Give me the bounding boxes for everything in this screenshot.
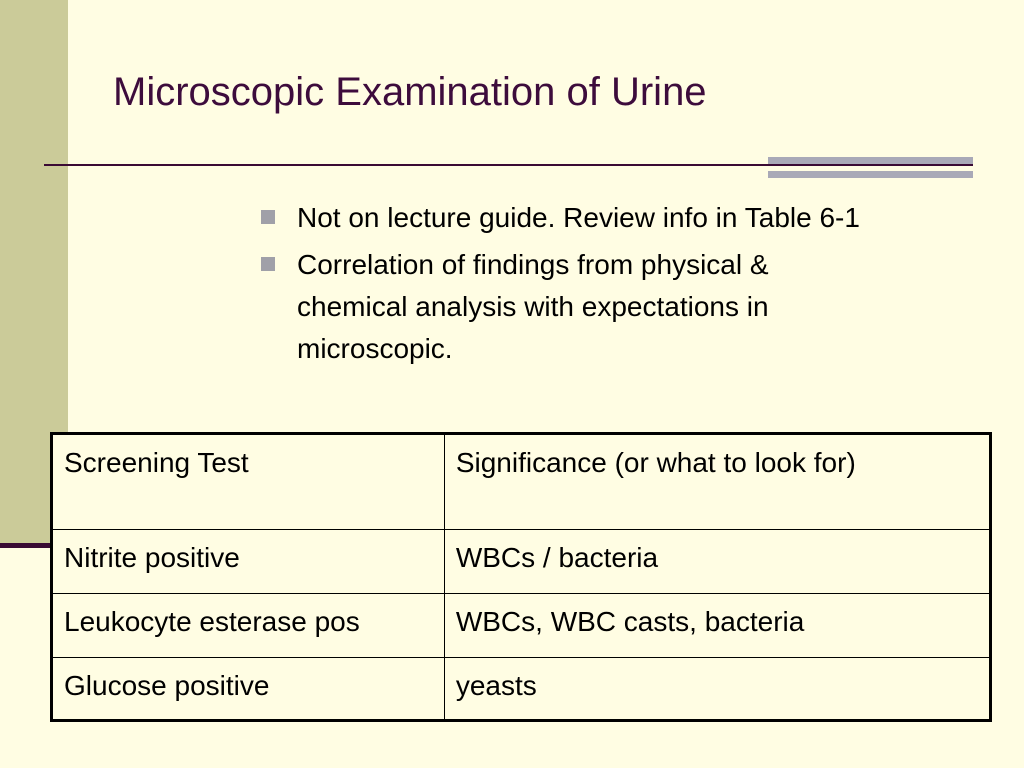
title-divider-accent xyxy=(768,157,973,179)
slide-title: Microscopic Examination of Urine xyxy=(113,70,707,114)
table-header-row xyxy=(52,434,991,530)
bullet-text: Correlation of findings from physical & chemical analysis with expectations in microscopic. xyxy=(297,249,769,364)
square-bullet-icon xyxy=(261,257,275,271)
table-cell-test: Glucose positive xyxy=(52,658,445,721)
table-cell-significance: yeasts xyxy=(444,658,990,721)
table-row xyxy=(52,530,991,594)
table-cell-test: Leukocyte esterase pos xyxy=(52,594,445,658)
bullet-item xyxy=(261,197,861,239)
square-bullet-icon xyxy=(261,210,275,224)
bullet-item xyxy=(261,244,861,370)
screening-table xyxy=(50,432,992,722)
column-header-screening-test: Screening Test xyxy=(52,434,445,530)
bullet-text: Not on lecture guide. Review info in Table 6-1 xyxy=(297,202,860,233)
table-row xyxy=(52,594,991,658)
accent-bar-top xyxy=(768,157,973,164)
bullet-list xyxy=(261,197,861,375)
table-cell-test: Nitrite positive xyxy=(52,530,445,594)
table-row xyxy=(52,658,991,721)
table-cell-significance: WBCs, WBC casts, bacteria xyxy=(444,594,990,658)
table-cell-significance: WBCs / bacteria xyxy=(444,530,990,594)
accent-bar-bottom xyxy=(768,171,973,178)
column-header-significance: Significance (or what to look for) xyxy=(444,434,990,530)
